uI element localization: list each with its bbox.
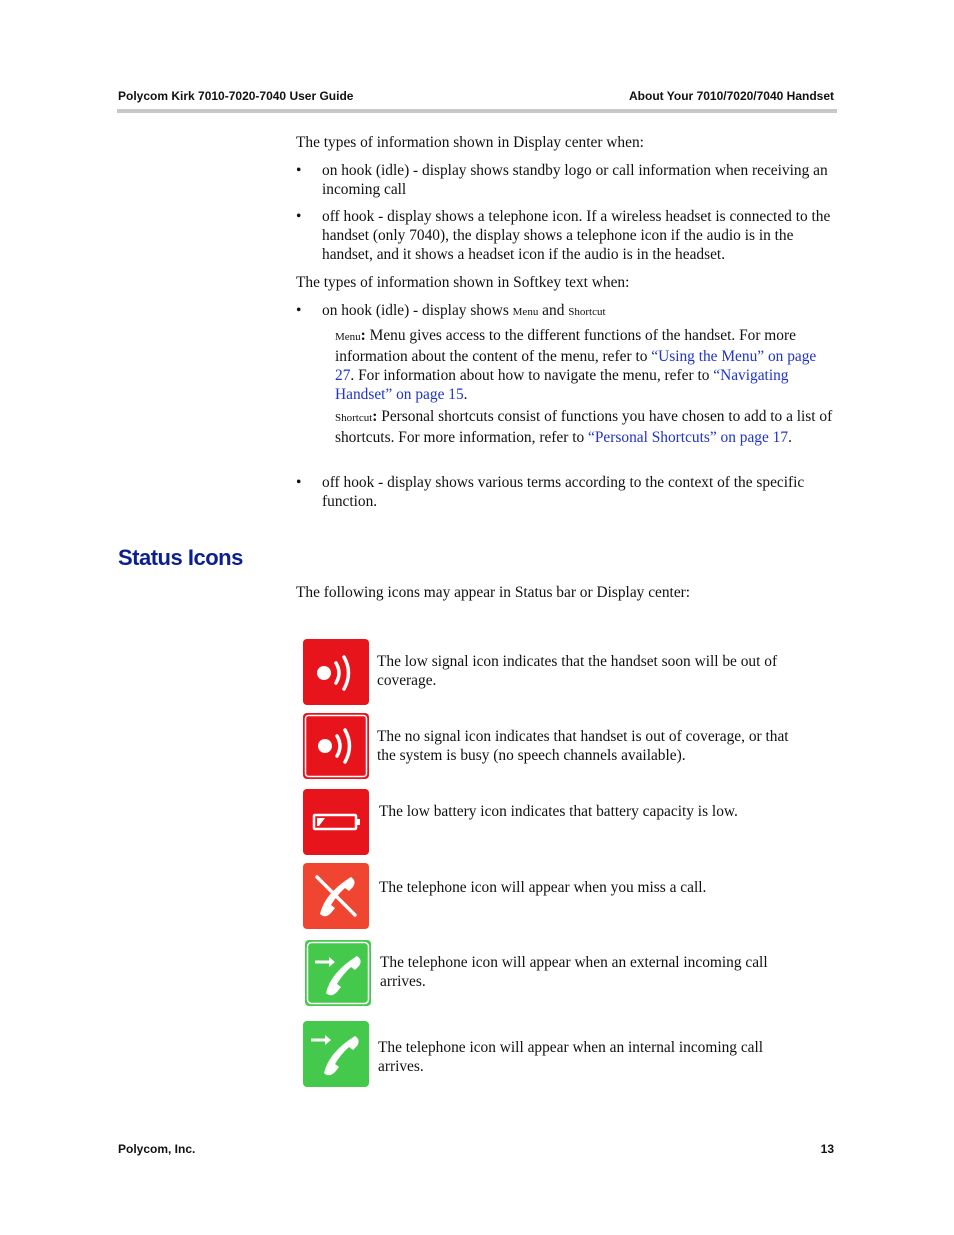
missed-call-icon bbox=[303, 863, 369, 929]
display-center-intro: The types of information shown in Display center when: bbox=[296, 134, 644, 151]
softkey-bullet-off-hook: off hook - display shows various terms according to the context of the specific function. bbox=[322, 474, 805, 510]
bullet-marker: • bbox=[296, 208, 302, 225]
and-text: and bbox=[538, 302, 569, 319]
header-title: Polycom Kirk 7010-7020-7040 User Guide bbox=[118, 89, 354, 103]
menu-softkey-term: Menu bbox=[512, 306, 539, 318]
no-signal-description: The no signal icon indicates that handset is out of coverage, or that the system is busy (no speech channels available). bbox=[377, 728, 789, 764]
softkey-intro: The types of information shown in Softkey text when: bbox=[296, 274, 630, 291]
status-icons-intro: The following icons may appear in Status bar or Display center: bbox=[296, 584, 691, 601]
header-rule bbox=[117, 109, 837, 113]
link-navigating-handset[interactable]: “Navigating Handset” on page 15 bbox=[335, 367, 789, 403]
menu-text-end: . bbox=[463, 386, 468, 403]
external-call-icon bbox=[305, 940, 371, 1006]
missed-call-description: The telephone icon will appear when you miss a call. bbox=[379, 879, 707, 896]
low-signal-description: The low signal icon indicates that the handset soon will be out of coverage. bbox=[377, 653, 778, 689]
external-call-description: The telephone icon will appear when an external incoming call arrives. bbox=[380, 954, 768, 990]
display-bullet-on-hook: on hook (idle) - display shows standby logo or call information when receiving an incoming call bbox=[322, 162, 828, 198]
shortcut-text: Personal shortcuts consist of functions you have chosen to add to a list of shortcuts. For more information, refer to bbox=[335, 408, 833, 446]
shortcut-text-end: . bbox=[788, 429, 792, 446]
shortcut-softkey-term: Shortcut bbox=[568, 306, 606, 318]
no-signal-icon bbox=[303, 713, 369, 779]
link-using-the-menu[interactable]: “Using the Menu” on page 27 bbox=[335, 348, 817, 384]
section-title-status-icons: Status Icons bbox=[118, 545, 243, 570]
low-battery-description: The low battery icon indicates that battery capacity is low. bbox=[379, 803, 738, 820]
menu-colon: : bbox=[360, 327, 366, 344]
shortcut-description bbox=[335, 407, 837, 447]
low-signal-icon bbox=[303, 639, 369, 705]
header-section: About Your 7010/7020/7040 Handset bbox=[629, 89, 834, 103]
internal-call-description: The telephone icon will appear when an internal incoming call arrives. bbox=[378, 1039, 764, 1075]
footer-company: Polycom, Inc. bbox=[118, 1142, 196, 1156]
display-bullet-off-hook: off hook - display shows a telephone icon. If a wireless headset is connected to the handset (only 7040), the display shows a telephone icon if the audio is in the handset, and it shows a headset icon if the audio is in the headset. bbox=[322, 208, 831, 263]
menu-text: Menu gives access to the different functions of the handset. For more information about the content of the menu, refer to bbox=[335, 327, 796, 365]
bullet-marker: • bbox=[296, 302, 302, 319]
link-personal-shortcuts[interactable]: “Personal Shortcuts” on page 17 bbox=[588, 429, 789, 446]
softkey-bullet-on-hook bbox=[322, 301, 837, 322]
menu-description bbox=[335, 326, 837, 404]
page-number: 13 bbox=[820, 1142, 834, 1156]
bullet-marker: • bbox=[296, 474, 302, 491]
shortcut-colon: : bbox=[372, 408, 378, 425]
bullet-marker: • bbox=[296, 162, 302, 179]
softkey-on-hook-prefix: on hook (idle) - display shows bbox=[322, 302, 513, 319]
menu-text: . For information about how to navigate the menu, refer to bbox=[350, 367, 714, 384]
low-battery-icon bbox=[303, 789, 369, 855]
internal-call-icon bbox=[303, 1021, 369, 1087]
menu-term: Menu bbox=[335, 331, 361, 343]
shortcut-term: Shortcut bbox=[335, 412, 373, 424]
